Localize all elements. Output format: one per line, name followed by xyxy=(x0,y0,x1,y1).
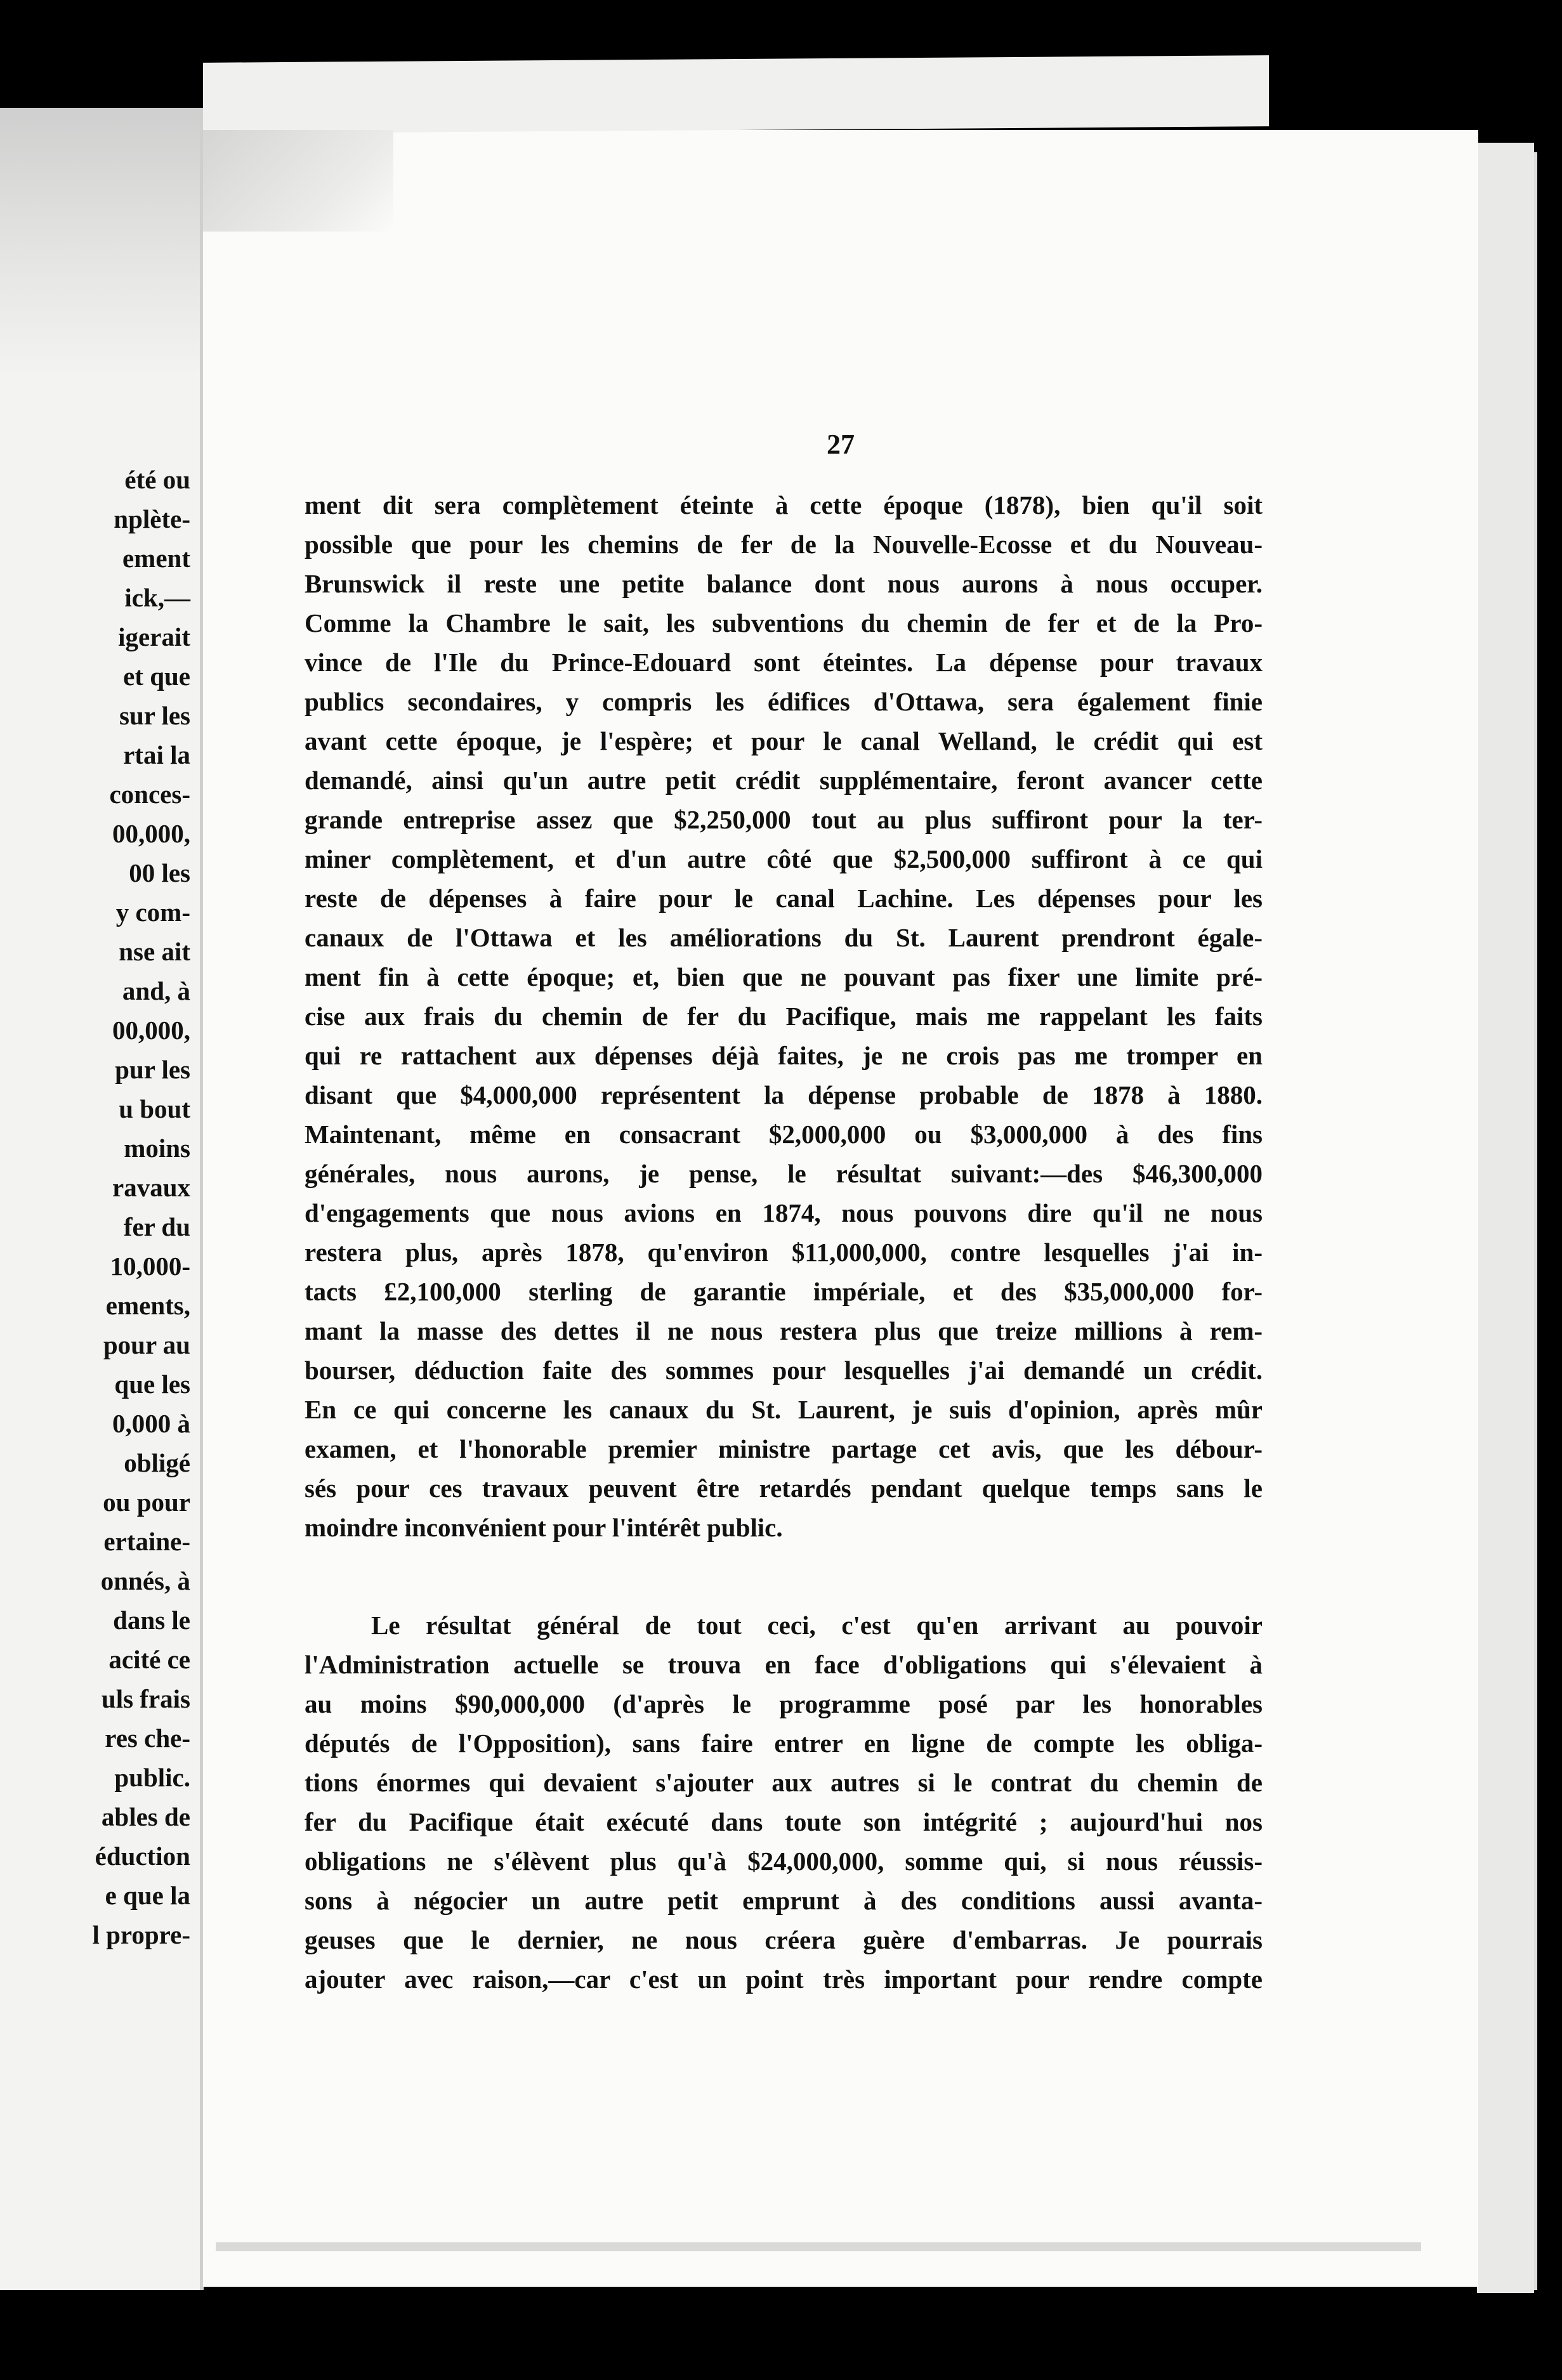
text-line: sés pour ces travaux peuvent être retardés pendant quelque temps sans le xyxy=(305,1474,1263,1503)
left-page-line: y com- xyxy=(115,898,190,927)
left-page-line: sur les xyxy=(119,701,190,730)
left-page-line: pur les xyxy=(115,1055,190,1084)
left-page-line: u bout xyxy=(119,1094,190,1123)
text-line: bourser, déduction faite des sommes pour lesquelles j'ai demandé un crédit. xyxy=(305,1356,1263,1385)
left-page-line: ements, xyxy=(105,1291,190,1320)
text-line: générales, nous aurons, je pense, le résultat suivant:—des $46,300,000 xyxy=(305,1159,1263,1188)
left-page-line: and, à xyxy=(122,976,190,1005)
text-line: qui re rattachent aux dépenses déjà faites, je ne crois pas me tromper en xyxy=(305,1041,1263,1070)
text-line: députés de l'Opposition), sans faire entrer en ligne de compte les obliga- xyxy=(305,1729,1263,1758)
left-page-line: pour au xyxy=(103,1330,190,1359)
text-line: obligations ne s'élèvent plus qu'à $24,000,000, somme qui, si nous réussis- xyxy=(305,1847,1263,1876)
text-line: Le résultat général de tout ceci, c'est qu'en arrivant au pouvoir xyxy=(371,1611,1263,1640)
text-line: miner complètement, et d'un autre côté que $2,500,000 suffiront à ce qui xyxy=(305,844,1263,873)
left-page-line: 0,000 à xyxy=(112,1409,190,1438)
page-corner-shading xyxy=(203,130,393,232)
text-line: restera plus, après 1878, qu'environ $11,000,000, contre lesquelles j'ai in- xyxy=(305,1238,1263,1267)
text-line: possible que pour les chemins de fer de la Nouvelle-Ecosse et du Nouveau- xyxy=(305,530,1263,559)
text-line: fer du Pacifique était exécuté dans toute son intégrité ; aujourd'hui nos xyxy=(305,1807,1263,1836)
page-body xyxy=(305,485,1263,1999)
text-line: geuses que le dernier, ne nous créera guère d'embarras. Je pourrais xyxy=(305,1925,1263,1954)
text-line: publics secondaires, y compris les édifices d'Ottawa, sera également finie xyxy=(305,687,1263,716)
left-page-line: 00 les xyxy=(129,858,190,887)
paragraph-1 xyxy=(305,485,1263,1547)
text-line: ajouter avec raison,—car c'est un point très important pour rendre compte xyxy=(305,1965,1263,1994)
left-page-line: ravaux xyxy=(112,1173,190,1202)
text-line: tions énormes qui devaient s'ajouter aux autres si le contrat du chemin de xyxy=(305,1768,1263,1797)
left-page-line: ick,— xyxy=(124,583,190,612)
text-line: Brunswick il reste une petite balance dont nous aurons à nous occuper. xyxy=(305,569,1263,598)
left-page-line: res che- xyxy=(105,1723,190,1753)
left-page-line: nse ait xyxy=(119,937,190,966)
text-line: En ce qui concerne les canaux du St. Laurent, je suis d'opinion, après mûr xyxy=(305,1395,1263,1424)
text-line: cise aux frais du chemin de fer du Pacifique, mais me rappelant les faits xyxy=(305,1002,1263,1031)
left-page-line: uls frais xyxy=(101,1684,190,1713)
paragraph-2 xyxy=(305,1605,1263,1999)
page-smudge xyxy=(0,108,200,374)
document-page xyxy=(203,130,1478,2287)
left-page-line: obligé xyxy=(124,1448,190,1477)
left-page-line: ables de xyxy=(101,1802,190,1831)
text-line: avant cette époque, je l'espère; et pour le canal Welland, le crédit qui est xyxy=(305,726,1263,755)
page-top-band xyxy=(203,55,1269,134)
left-page-line: été ou xyxy=(124,465,190,494)
text-line: tacts £2,100,000 sterling de garantie impériale, et des $35,000,000 for- xyxy=(305,1277,1263,1306)
text-line: ment fin à cette époque; et, bien que ne pouvant pas fixer une limite pré- xyxy=(305,962,1263,991)
stacked-page-edge xyxy=(1477,143,1534,2293)
text-line: sons à négocier un autre petit emprunt à des conditions aussi avanta- xyxy=(305,1886,1263,1915)
text-line: Maintenant, même en consacrant $2,000,000 ou $3,000,000 à des fins xyxy=(305,1120,1263,1149)
left-page-line: nplète- xyxy=(114,504,190,533)
text-line: canaux de l'Ottawa et les améliorations du St. Laurent prendront égale- xyxy=(305,923,1263,952)
left-page-line: 10,000- xyxy=(110,1252,190,1281)
left-page-line: rtai la xyxy=(123,740,190,769)
left-page-line: onnés, à xyxy=(100,1566,190,1595)
left-page-line: moins xyxy=(124,1134,190,1163)
left-facing-page xyxy=(0,108,204,2290)
page-bottom-band xyxy=(216,2242,1421,2251)
left-page-line: éduction xyxy=(95,1841,190,1871)
left-page-line: 00,000, xyxy=(112,1016,190,1045)
left-page-line: conces- xyxy=(109,780,190,809)
text-line: examen, et l'honorable premier ministre partage cet avis, que les débour- xyxy=(305,1434,1263,1463)
text-line: disant que $4,000,000 représentent la dépense probable de 1878 à 1880. xyxy=(305,1080,1263,1109)
text-line: demandé, ainsi qu'un autre petit crédit supplémentaire, feront avancer cette xyxy=(305,766,1263,795)
text-line: ment dit sera complètement éteinte à cette époque (1878), bien qu'il soit xyxy=(305,490,1263,520)
page-number: 27 xyxy=(827,429,855,460)
text-line: l'Administration actuelle se trouva en face d'obligations qui s'élevaient à xyxy=(305,1650,1263,1679)
text-line: Comme la Chambre le sait, les subventions du chemin de fer et de la Pro- xyxy=(305,608,1263,638)
left-page-line: que les xyxy=(114,1370,190,1399)
text-line: d'engagements que nous avions en 1874, nous pouvons dire qu'il ne nous xyxy=(305,1198,1263,1227)
left-page-line: e que la xyxy=(105,1881,190,1910)
text-line: reste de dépenses à faire pour le canal Lachine. Les dépenses pour les xyxy=(305,884,1263,913)
left-page-line: acité ce xyxy=(108,1645,190,1674)
text-line: au moins $90,000,000 (d'après le programme posé par les honorables xyxy=(305,1689,1263,1718)
left-page-line: 00,000, xyxy=(112,819,190,848)
left-page-line: fer du xyxy=(123,1212,190,1241)
left-page-text xyxy=(0,460,190,1954)
left-page-line: ou pour xyxy=(103,1488,190,1517)
left-page-line: l propre- xyxy=(92,1920,190,1949)
left-page-line: igerait xyxy=(118,622,190,651)
text-line: grande entreprise assez que $2,250,000 tout au plus suffiront pour la ter- xyxy=(305,805,1263,834)
left-page-line: ement xyxy=(122,544,190,573)
left-page-line: et que xyxy=(123,662,190,691)
left-page-line: ertaine- xyxy=(103,1527,190,1556)
text-line: moindre inconvénient pour l'intérêt public. xyxy=(305,1513,783,1542)
left-page-line: public. xyxy=(114,1763,190,1792)
text-line: mant la masse des dettes il ne nous restera plus que treize millions à rem- xyxy=(305,1316,1263,1345)
left-page-line: dans le xyxy=(113,1605,190,1635)
text-line: vince de l'Ile du Prince-Edouard sont éteintes. La dépense pour travaux xyxy=(305,648,1263,677)
